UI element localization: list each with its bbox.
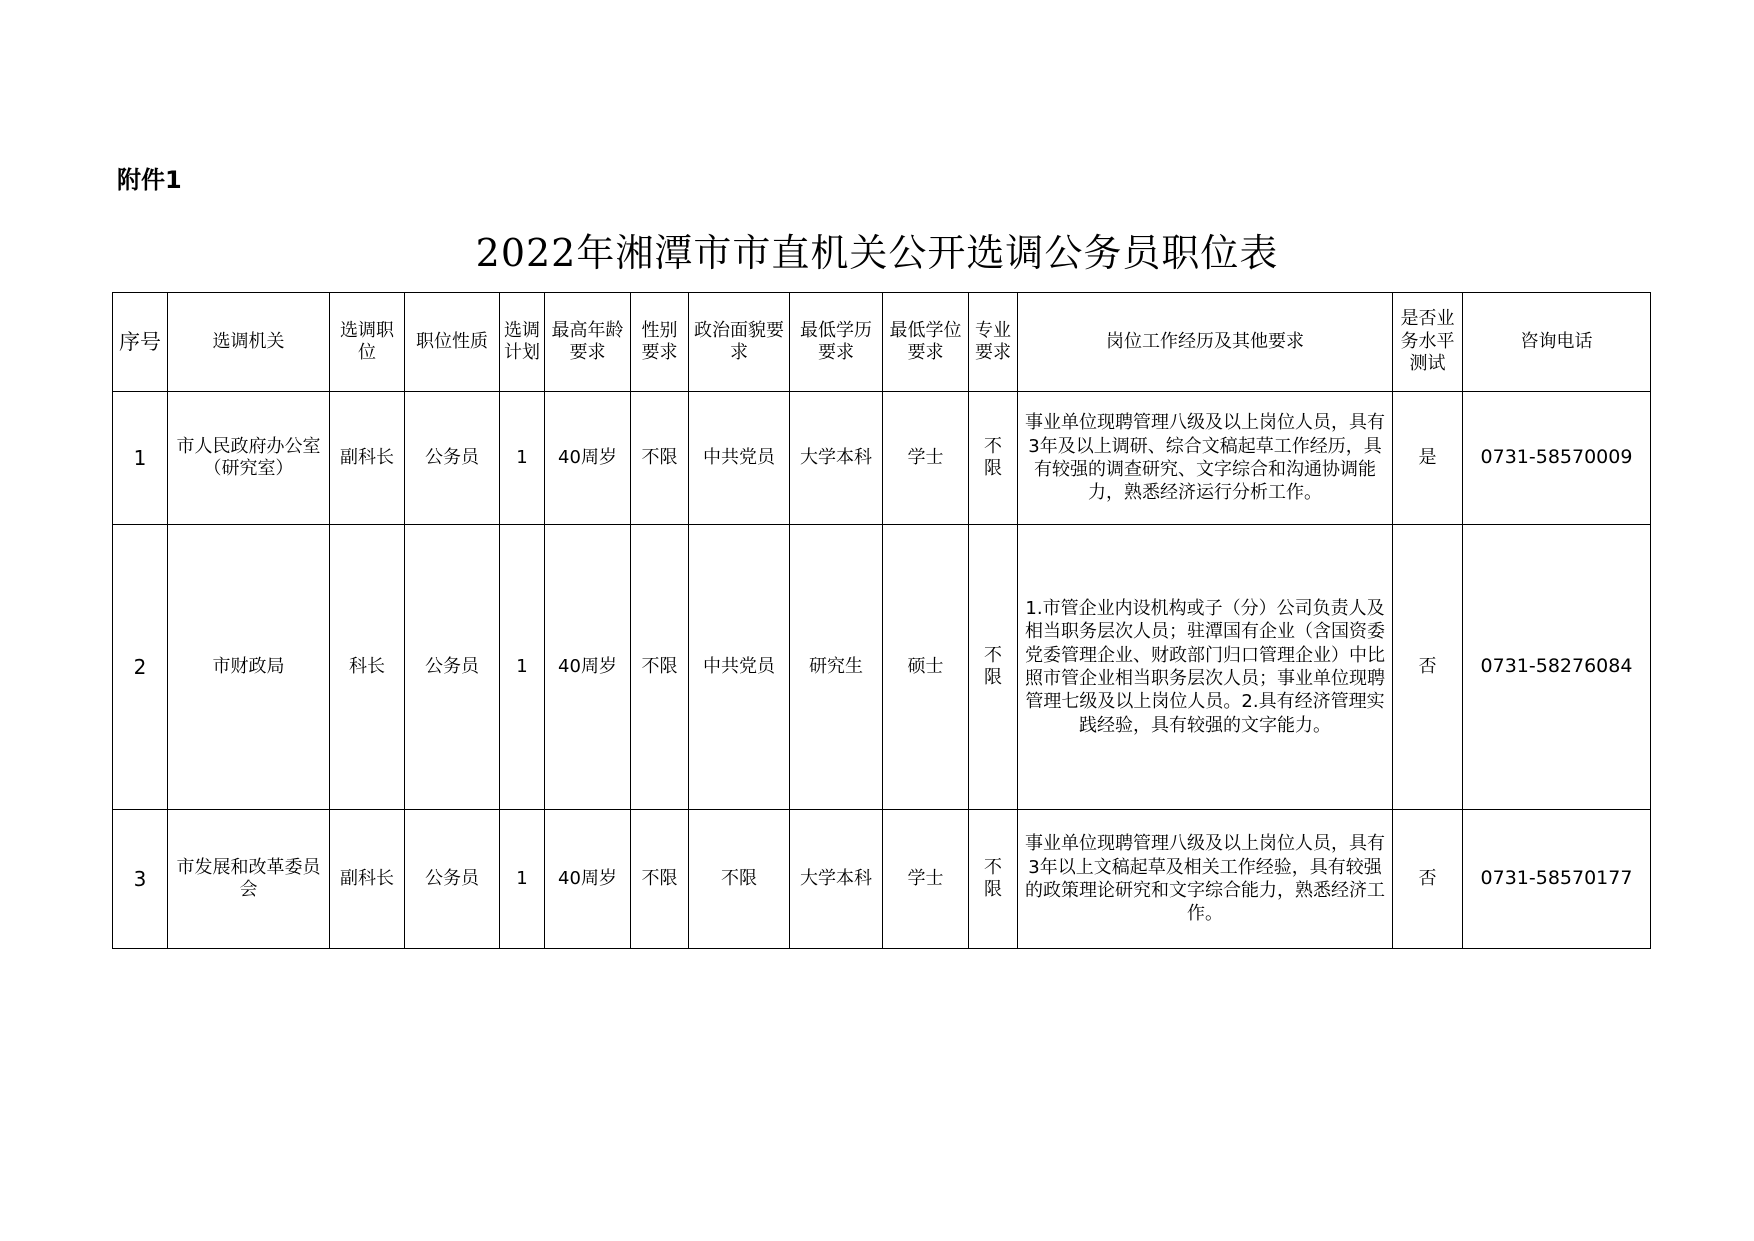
cell-political: 中共党员 [689,392,790,525]
cell-requirements: 事业单位现聘管理八级及以上岗位人员，具有3年及以上调研、综合文稿起草工作经历，具有较强的调查研究、文字综合和沟通协调能力，熟悉经济运行分析工作。 [1018,392,1393,525]
cell-major: 不限 [969,392,1018,525]
cell-gender: 不限 [631,392,689,525]
cell-major: 不限 [969,525,1018,810]
col-header-test: 是否业务水平测试 [1393,293,1463,392]
col-header-major: 专业要求 [969,293,1018,392]
cell-index: 3 [113,810,168,949]
cell-gender: 不限 [631,525,689,810]
cell-test: 否 [1393,810,1463,949]
cell-nature: 公务员 [405,810,500,949]
cell-education: 大学本科 [790,810,883,949]
cell-gender: 不限 [631,810,689,949]
cell-max-age: 40周岁 [545,810,631,949]
cell-index: 2 [113,525,168,810]
cell-plan: 1 [500,392,545,525]
cell-degree: 硕士 [883,525,969,810]
col-header-degree: 最低学位要求 [883,293,969,392]
col-header-gender: 性别要求 [631,293,689,392]
cell-phone: 0731-58570009 [1463,392,1651,525]
cell-phone: 0731-58276084 [1463,525,1651,810]
cell-requirements: 事业单位现聘管理八级及以上岗位人员，具有3年以上文稿起草及相关工作经验，具有较强的政策理论研究和文字综合能力，熟悉经济工作。 [1018,810,1393,949]
col-header-nature: 职位性质 [405,293,500,392]
col-header-political: 政治面貌要求 [689,293,790,392]
cell-agency: 市发展和改革委员会 [168,810,330,949]
page-title: 2022年湘潭市市直机关公开选调公务员职位表 [475,231,1279,275]
cell-nature: 公务员 [405,525,500,810]
cell-test: 是 [1393,392,1463,525]
cell-position: 副科长 [330,810,405,949]
cell-education: 大学本科 [790,392,883,525]
cell-agency: 市人民政府办公室（研究室） [168,392,330,525]
cell-education: 研究生 [790,525,883,810]
cell-degree: 学士 [883,810,969,949]
col-header-max-age: 最高年龄要求 [545,293,631,392]
job-position-table [112,292,1651,949]
cell-test: 否 [1393,525,1463,810]
col-header-requirements: 岗位工作经历及其他要求 [1018,293,1393,392]
cell-index: 1 [113,392,168,525]
cell-political: 不限 [689,810,790,949]
cell-requirements: 1.市管企业内设机构或子（分）公司负责人及相当职务层次人员；驻潭国有企业（含国资委党委管理企业、财政部门归口管理企业）中比照市管企业相当职务层次人员；事业单位现聘管理七级及以上岗位人员。2.具有经济管理实践经验，具有较强的文字能力。 [1018,525,1393,810]
cell-position: 科长 [330,525,405,810]
table-row [113,525,1651,810]
col-header-position: 选调职位 [330,293,405,392]
cell-degree: 学士 [883,392,969,525]
table-row [113,392,1651,525]
col-header-phone: 咨询电话 [1463,293,1651,392]
cell-major: 不限 [969,810,1018,949]
col-header-agency: 选调机关 [168,293,330,392]
col-header-education: 最低学历要求 [790,293,883,392]
cell-max-age: 40周岁 [545,392,631,525]
cell-position: 副科长 [330,392,405,525]
cell-max-age: 40周岁 [545,525,631,810]
cell-nature: 公务员 [405,392,500,525]
cell-agency: 市财政局 [168,525,330,810]
cell-political: 中共党员 [689,525,790,810]
cell-plan: 1 [500,525,545,810]
col-header-plan: 选调计划 [500,293,545,392]
col-header-index: 序号 [113,293,168,392]
table-header-row [113,293,1651,392]
table-row [113,810,1651,949]
cell-phone: 0731-58570177 [1463,810,1651,949]
attachment-label: 附件1 [117,166,182,194]
cell-plan: 1 [500,810,545,949]
